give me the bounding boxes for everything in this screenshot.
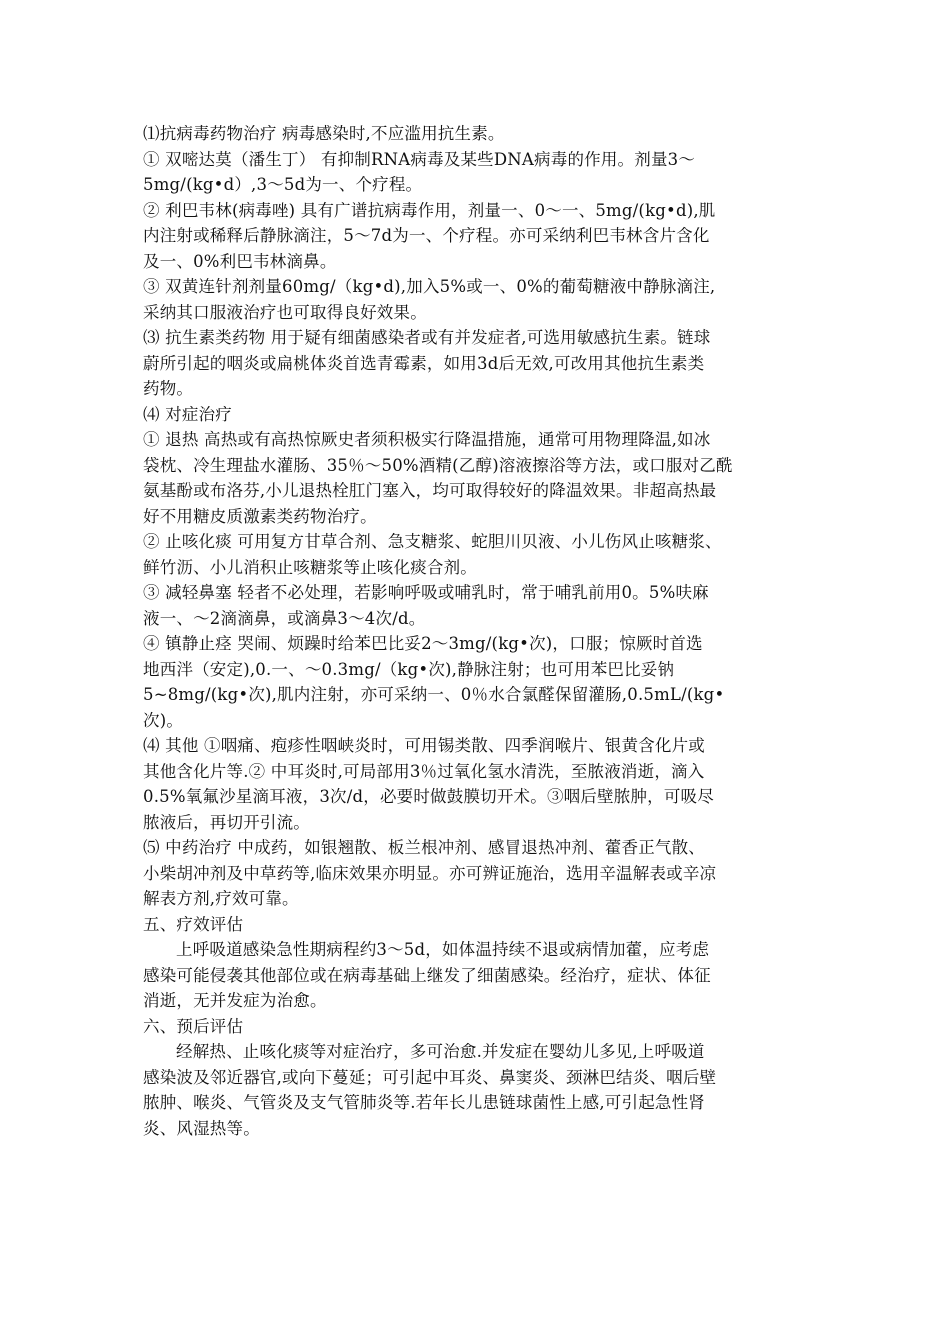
text-line: 次)。: [143, 710, 184, 730]
text-line: 脓肿、喉炎、气管炎及支气管肺炎等.若年长儿患链球菌性上感,可引起急性肾: [143, 1093, 705, 1112]
text-line: ③ 双黄连针剂剂量60mg/（kg•d),加入5%或一、0%的葡萄糖液中静脉滴注,: [143, 277, 716, 296]
text-line: 脓液后，再切开引流。: [143, 812, 310, 832]
text-line: 炎、风湿热等。: [143, 1118, 260, 1138]
text-line: 氨基酚或布洛芬,小儿退热栓肛门塞入，均可取得较好的降温效果。非超高热最: [143, 481, 717, 500]
text-line: 解表方剂,疗效可靠。: [143, 889, 299, 908]
text-line: ② 止咳化痰 可用复方甘草合剂、急支糖浆、蛇胆川贝液、小儿伤风止咳糖浆、: [143, 532, 722, 551]
text-line: 5~8mg/(kg•次),肌内注射，亦可采纳一、0％水合氯醛保留灌肠,0.5mL/(kg•: [143, 685, 725, 704]
text-line: ⑷ 对症治疗: [143, 404, 232, 424]
text-line: 经解热、止咳化痰等对症治疗，多可治愈.并发症在婴幼儿多见,上呼吸道: [176, 1042, 705, 1061]
text-line: 其他含化片等.② 中耳炎时,可局部用3％过氧化氢水清洗，至脓液消逝，滴入: [143, 761, 705, 781]
text-line: 内注射或稀释后静脉滴注，5～7d为一、个疗程。亦可采纳利巴韦林含片含化: [143, 226, 710, 245]
text-line: 六、预后评估: [143, 1016, 244, 1036]
text-line: 液一、～2滴滴鼻，或滴鼻3～4次/d。: [143, 608, 426, 628]
text-line: 地西泮（安定),0.一、～0.3mg/（kg•次),静脉注射；也可用苯巴比妥钠: [143, 659, 675, 679]
text-line: ① 退热 高热或有高热惊厥史者须积极实行降温措施，通常可用物理降温,如冰: [143, 430, 711, 449]
text-line: ② 利巴韦林(病毒唑) 具有广谱抗病毒作用，剂量一、0～一、5mg/(kg•d),肌: [143, 200, 716, 220]
text-line: ⑶ 抗生素类药物 用于疑有细菌感染者或有并发症者,可选用敏感抗生素。链球: [143, 328, 711, 347]
text-line: 好不用糖皮质激素类药物治疗。: [143, 506, 377, 526]
text-line: 感染波及邻近器官,或向下蔓延；可引起中耳炎、鼻窦炎、颈淋巴结炎、咽后壁: [143, 1067, 717, 1087]
text-line: 0.5%氧氟沙星滴耳液，3次/d，必要时做鼓膜切开术。③咽后壁脓肿，可吸尽: [143, 787, 714, 806]
document-body: [143, 121, 813, 1141]
text-line: 蔚所引起的咽炎或扁桃体炎首选青霉素，如用3d后无效,可改用其他抗生素类: [143, 353, 705, 373]
text-line: 上呼吸道感染急性期病程约3～5d，如体温持续不退或病情加藿，应考虑: [176, 940, 710, 959]
text-line: 5mg/(kg•d）,3～5d为一、个疗程。: [143, 175, 423, 194]
text-line: ③ 减轻鼻塞 轻者不必处理，若影响呼吸或哺乳时，常于哺乳前用0。5%呋麻: [143, 583, 709, 602]
text-line: ⑷ 其他 ①咽痛、疱疹性咽峡炎时，可用锡类散、四季润喉片、银黄含化片或: [143, 736, 705, 755]
text-line: ① 双嘧达莫（潘生丁） 有抑制RNA病毒及某些DNA病毒的作用。剂量3～: [143, 149, 696, 169]
text-line: 五、疗效评估: [143, 914, 244, 934]
text-line: ⑴抗病毒药物治疗 病毒感染时,不应滥用抗生素。: [143, 124, 505, 143]
text-line: 感染可能侵袭其他部位或在病毒基础上继发了细菌感染。经治疗，症状、体征: [143, 965, 711, 985]
text-line: 消逝，无并发症为治愈。: [143, 991, 327, 1010]
text-line: 小柴胡冲剂及中草药等,临床效果亦明显。亦可辨证施治，选用辛温解表或辛凉: [143, 863, 717, 883]
text-line: 采纳其口服液治疗也可取得良好效果。: [143, 302, 427, 322]
text-line: ④ 镇静止痉 哭闹、烦躁时给苯巴比妥2～3mg/(kg•次)，口服；惊厥时首选: [143, 634, 703, 653]
text-line: 袋枕、冷生理盐水灌肠、35％～50%酒精(乙醇)溶液擦浴等方法，或口服对乙酰: [143, 455, 733, 475]
text-line: 鲜竹沥、小儿消积止咳糖浆等止咳化痰合剂。: [143, 557, 477, 577]
text-line: ⑸ 中药治疗 中成药，如银翘散、板兰根冲剂、感冒退热冲剂、藿香正气散、: [143, 838, 705, 857]
text-line: 药物。: [143, 379, 194, 398]
text-line: 及一、0%利巴韦林滴鼻。: [143, 251, 337, 271]
